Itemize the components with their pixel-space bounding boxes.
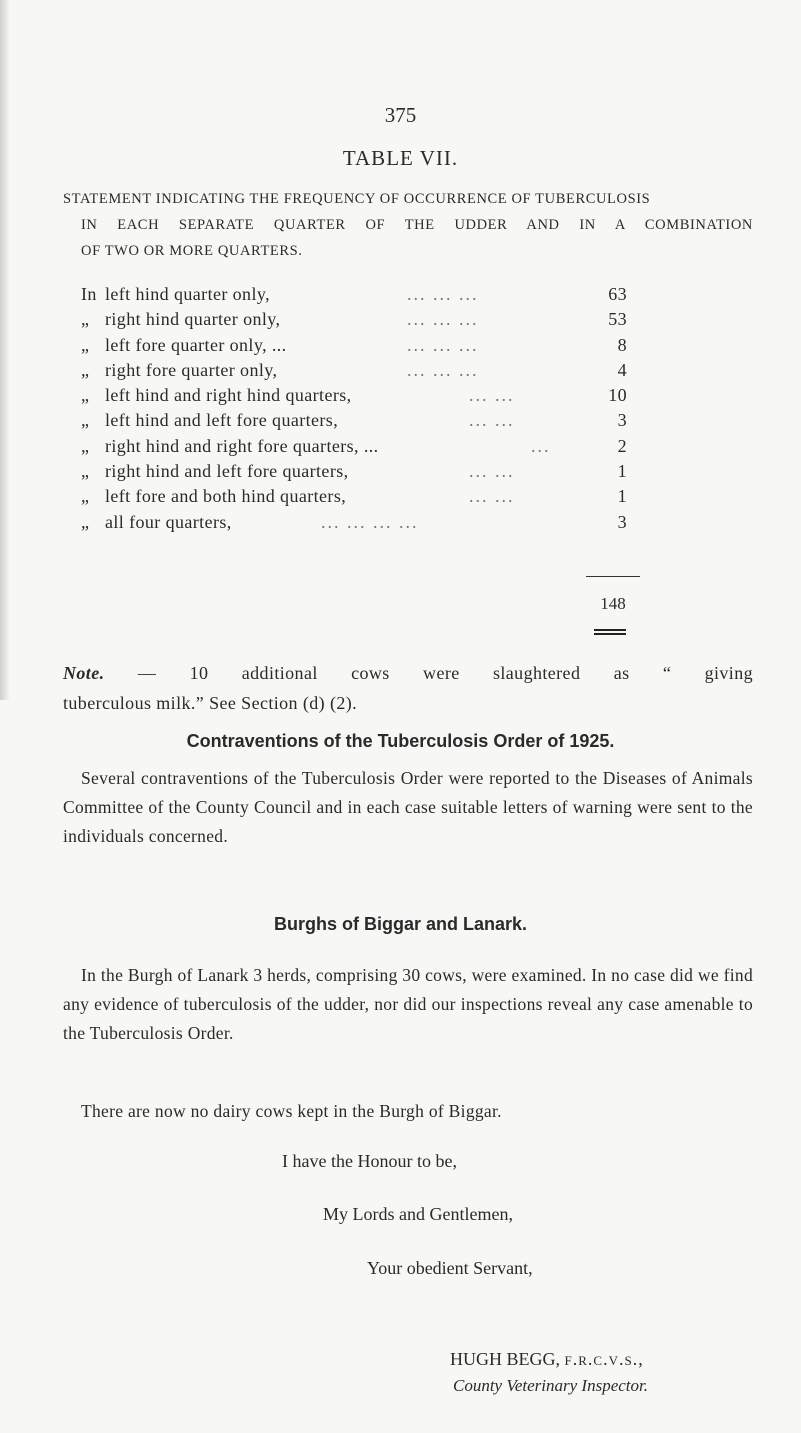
row-value: 2 [617,435,627,456]
total-rule [586,576,640,577]
row-label: left hind quarter only, [105,284,270,304]
table-row [81,333,641,358]
signatory-qualifications: f.r.c.v.s., [564,1349,644,1369]
row-label: right hind quarter only, [105,309,281,330]
row-value: 10 [608,385,627,406]
row-prefix: „ [81,385,90,406]
table-row [81,459,641,484]
double-rule-bottom [594,633,626,635]
table-row [81,383,641,408]
frequency-table [81,282,641,535]
leader-dots: ... ... ... [407,334,479,355]
page-number: 375 [384,103,417,127]
row-prefix: „ [81,309,90,330]
table-title: TABLE VII. [342,146,459,170]
paragraph-burghs: In the Burgh of Lanark 3 herds, comprising 30 cows, were examined. In no case did we find any evidence of tuberculosis of the udder, nor did our inspections reveal any case amenable to the Tuberculosis Order. [63,965,753,1043]
table-caption [63,186,753,264]
caption-line-1: STATEMENT INDICATING THE FREQUENCY OF OCCURRENCE OF TUBERCULOSIS [63,191,651,207]
signatory-title: County Veterinary Inspector. [453,1376,648,1395]
section-heading-burghs: Burghs of Biggar and Lanark. [273,914,528,934]
row-value: 4 [617,359,627,380]
caption-line-2: IN EACH SEPARATE QUARTER OF THE UDDER AND IN A COMBINATION [81,217,753,233]
table-row [81,434,641,459]
row-label: all four quarters, [105,511,232,532]
table-row [81,282,641,307]
leader-dots: ... ... [469,486,515,507]
row-prefix: „ [81,410,90,431]
signature-name [450,1349,644,1370]
closing-line-1: I have the Honour to be, [282,1151,457,1171]
table-note [63,658,753,718]
row-value: 53 [608,309,627,330]
table-row [81,358,641,383]
row-value: 63 [608,284,627,304]
row-value: 3 [617,410,627,431]
row-value: 1 [617,461,627,482]
leader-dots: ... ... [469,410,515,431]
signatory-name: HUGH BEGG, [450,1349,560,1369]
table-row [81,510,641,535]
table-row [81,408,641,433]
closing-line-2: My Lords and Gentlemen, [323,1204,513,1224]
row-value: 3 [617,511,627,532]
row-prefix: „ [81,486,90,507]
double-rule-top [594,629,626,631]
table-row [81,484,641,509]
note-line-1 [63,658,753,688]
caption-line-3: OF TWO OR MORE QUARTERS. [81,243,303,259]
row-value: 8 [617,334,627,355]
leader-dots: ... ... ... ... [321,511,419,532]
row-label: left fore quarter only, ... [105,334,287,355]
row-label: left fore and both hind quarters, [105,486,347,507]
leader-dots: ... ... ... [407,359,479,380]
section-heading-contraventions: Contraventions of the Tuberculosis Order of 1925. [186,731,615,751]
row-prefix: „ [81,461,90,482]
leader-dots: ... ... ... [407,309,479,330]
paragraph-biggar: There are now no dairy cows kept in the Burgh of Biggar. [81,1101,502,1121]
row-label: right fore quarter only, [105,359,278,380]
paragraph-contraventions: Several contraventions of the Tuberculosis Order were reported to the Diseases of Animals Committee of the County Council and in each case suitable letters of warning were sent to the individuals concerned. [63,768,753,846]
leader-dots: ... [531,435,551,456]
leader-dots: ... ... [469,385,515,406]
row-prefix: „ [81,435,90,456]
note-text-1: — 10 additional cows were slaughtered as “ giving [104,663,753,683]
row-prefix: „ [81,511,90,532]
note-label: Note. [63,663,105,683]
row-prefix: In [81,284,97,304]
closing-line-3: Your obedient Servant, [367,1258,533,1278]
row-label: right hind and left fore quarters, [105,461,349,482]
row-prefix: „ [81,334,90,355]
row-label: left hind and right hind quarters, [105,385,352,406]
row-value: 1 [617,486,627,507]
leader-dots: ... ... ... [407,284,479,304]
row-prefix: „ [81,359,90,380]
leader-dots: ... ... [469,461,515,482]
row-label: left hind and left fore quarters, [105,410,339,431]
table-row [81,307,641,332]
note-text-2: tuberculous milk.” See Section (d) (2). [63,693,358,713]
row-label: right hind and right fore quarters, ... [105,435,379,456]
table-total: 148 [600,594,626,613]
